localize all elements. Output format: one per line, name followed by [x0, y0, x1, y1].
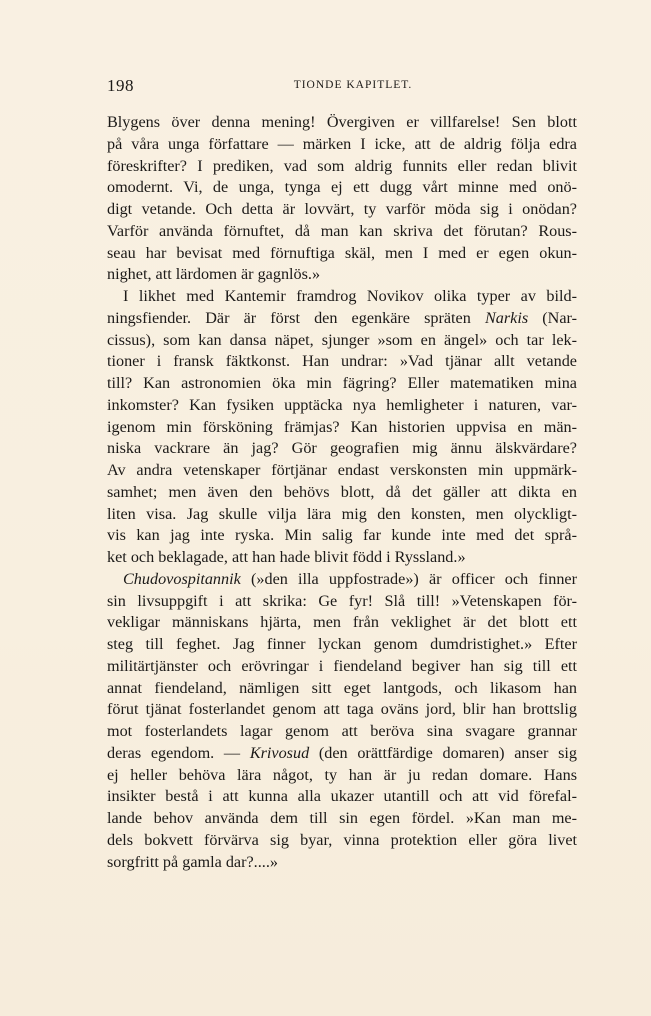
- text-run: Av andra vetenskaper förtjänar endast verskonsten min uppmärk-: [107, 461, 577, 479]
- text-run: Varför använda förnuftet, då man kan skriva det förutan? Rous-: [107, 221, 577, 240]
- text-line: [107, 765, 577, 787]
- text-line: [107, 221, 577, 243]
- text-line: [107, 721, 577, 743]
- text-line: [107, 243, 577, 265]
- text-run: vis kan jag inte ryska. Min salig far kunde inte med det språ-: [107, 526, 577, 545]
- text-run: lande behov använda dem till sin egen fördel. »Kan man me-: [107, 809, 577, 827]
- text-line: [107, 395, 577, 417]
- page-header: [107, 76, 577, 98]
- text-line: [107, 591, 577, 613]
- text-line: [107, 264, 577, 286]
- text-run: till? Kan astronomien öka min fägring? Eller matematiken mina: [107, 374, 577, 392]
- text-run: niska vackrare än jag? Gör geografien mig ännu älskvärdare?: [107, 439, 577, 458]
- text-line: [107, 525, 577, 547]
- text-run: I likhet med Kantemir framdrog Novikov olika typer av bild-: [123, 287, 577, 305]
- text-line: [107, 656, 577, 678]
- text-run: omodernt. Vi, de unga, tynga ej ett dugg vårt minne med onö-: [107, 178, 577, 197]
- text-line: [107, 569, 577, 591]
- text-run: liten visa. Jag skulle vilja lära mig den konsten, men olyckligt-: [107, 504, 577, 523]
- text-run: digt vetande. Och detta är lovvärt, ty varför möda sig i onödan?: [107, 200, 577, 218]
- text-run: (den orättfärdige domaren) anser sig: [309, 743, 577, 762]
- text-line: [107, 351, 577, 373]
- text-line: [107, 438, 577, 460]
- text-line: [107, 417, 577, 439]
- text-run: (Nar-: [528, 308, 577, 327]
- text-line: [107, 786, 577, 808]
- text-run: insikter bestå i att kunna alla ukazer utantill och att vid förefal-: [107, 787, 577, 806]
- text-line: [107, 504, 577, 526]
- text-run: förut tjänat fosterlandet genom att taga oväns jord, blir han brottslig: [107, 700, 577, 719]
- text-run: dels bokvett förvärva sig byar, vinna protektion eller göra livet: [107, 830, 577, 849]
- text-line: [107, 634, 577, 656]
- text-run: militärtjänster och erövringar i fiendeland begiver han sig till ett: [107, 656, 577, 675]
- text-run: tioner i fransk fäktkonst. Han undrar: »Vad tjänar allt vetande: [107, 352, 577, 371]
- text-run: cissus), som kan dansa näpet, sjunger »som en ängel» och tar lek-: [107, 330, 577, 349]
- text-line: [107, 308, 577, 330]
- text-line: [107, 830, 577, 852]
- italic-name: Narkis: [484, 308, 529, 327]
- text-line: [107, 286, 577, 308]
- text-line: [107, 134, 577, 156]
- italic-name: Krivosud: [249, 743, 310, 762]
- text-line: [107, 112, 577, 134]
- text-line: [107, 177, 577, 199]
- text-line: [107, 482, 577, 504]
- text-line: [107, 330, 577, 352]
- running-head: TIONDE KAPITLET.: [293, 79, 413, 91]
- text-line: [107, 612, 577, 634]
- text-run: nighet, att lärdomen är gagnlös.»: [107, 265, 321, 284]
- text-run: steg till feghet. Jag finner lyckan genom dumdristighet.» Efter: [107, 635, 577, 653]
- text-line: [107, 808, 577, 830]
- text-run: Blygens över denna mening! Övergiven er villfarelse! Sen blott: [107, 113, 577, 131]
- italic-name: Chudovospitannik: [123, 569, 241, 588]
- text-run: igenom min försköning främjas? Kan historien uppvisa en män-: [107, 417, 577, 436]
- text-run: ej heller behöva lära något, ty han är ju redan domare. Hans: [107, 765, 577, 784]
- text-line: [107, 156, 577, 178]
- text-line: [107, 852, 577, 874]
- text-line: [107, 373, 577, 395]
- text-line: [107, 199, 577, 221]
- text-run: föreskrifter? I prediken, vad som aldrig funnits eller redan blivit: [107, 156, 577, 175]
- text-run: på våra unga författare — märken I icke, att de aldrig följa edra: [107, 134, 577, 153]
- body-text: [107, 112, 577, 873]
- text-line: [107, 743, 577, 765]
- text-run: seau har bevisat med förnuftiga skäl, men I med er egen okun-: [107, 243, 577, 262]
- text-run: inkomster? Kan fysiken upptäcka nya hemligheter i naturen, var-: [107, 395, 577, 414]
- text-run: annat fiendeland, nämligen sitt eget lantgods, och likasom han: [107, 678, 577, 697]
- text-run: samhet; men även den behövs blott, då det gäller att dikta en: [107, 482, 577, 501]
- text-line: [107, 678, 577, 700]
- text-line: [107, 547, 577, 569]
- text-run: sorgfritt på gamla dar?....»: [107, 852, 278, 871]
- text-run: deras egendom. —: [107, 743, 250, 762]
- text-run: ningsfiender. Där är först den egenkäre spräten: [107, 308, 485, 327]
- page-number: 198: [107, 76, 134, 95]
- text-run: (»den illa uppfostrade») är officer och finner: [240, 569, 577, 588]
- text-run: vekligar människans hjärta, men från veklighet är det blott ett: [107, 613, 577, 632]
- text-run: mot fosterlandets lagar genom att beröva sina svagare grannar: [107, 722, 577, 740]
- text-line: [107, 460, 577, 482]
- text-line: [107, 699, 577, 721]
- text-run: ket och beklagade, att han hade blivit född i Ryssland.»: [107, 548, 466, 566]
- text-run: sin livsuppgift i att skrika: Ge fyr! Slå till! »Vetenskapen för-: [107, 591, 577, 610]
